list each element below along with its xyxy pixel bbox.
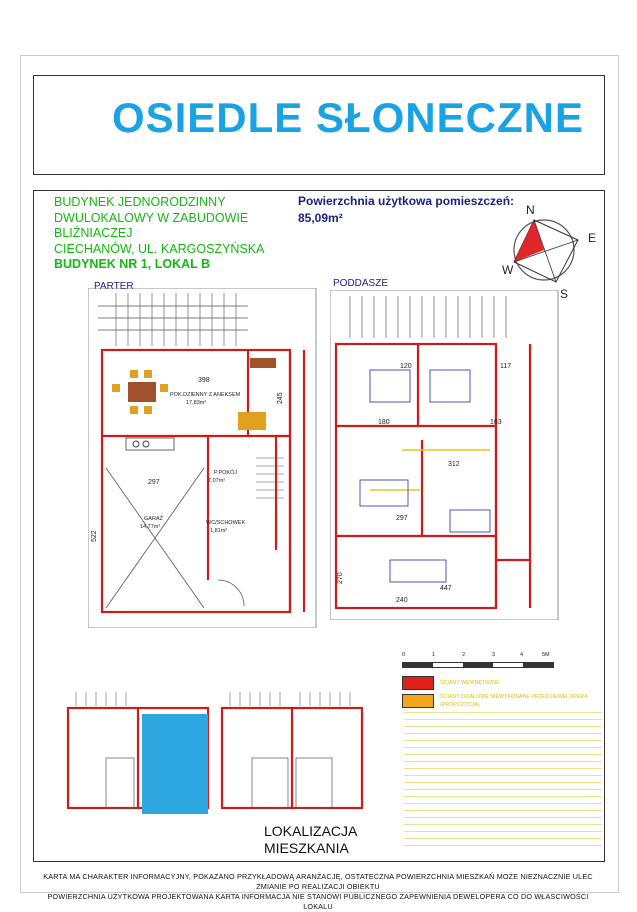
building-line-3: BLIŹNIACZEJ — [54, 226, 133, 240]
dim-117: 117 — [500, 363, 512, 370]
dim-163: 163 — [490, 419, 502, 426]
location-label-line1: LOKALIZACJA — [264, 823, 358, 839]
scale-tick-5: 5M — [542, 652, 550, 658]
dim-180: 180 — [378, 419, 390, 426]
compass-n: N — [526, 203, 535, 217]
attic-plan — [330, 290, 562, 620]
legend-yellow-swatch — [402, 694, 434, 708]
dim-120: 120 — [400, 363, 412, 370]
parter-label: PARTER — [94, 281, 134, 292]
footer-line2: POWIERZCHNIA UŻYTKOWA PROJEKTOWANA KARTA INFORMACJA NIE STANOWI PUBLICZNEGO ZAPEWNIENIA DEWELOPERA CO DO WŁASCIWOŚCI LOKALU — [47, 892, 589, 911]
location-label-line2: MIESZKANIA — [264, 840, 349, 856]
building-line-5: BUDYNEK NR 1, LOKAL B — [54, 257, 211, 271]
dim-270: 270 — [337, 572, 344, 584]
scale-tick-4: 4 — [520, 652, 524, 658]
dim-245: 245 — [277, 392, 284, 404]
compass-e: E — [588, 231, 597, 245]
dim-522: 522 — [91, 530, 98, 542]
legend-yellow-label: ŚCIANY DZIAŁOWE NIEWYKONANE PRZEZ DEWELOPERA (PROPOZYCJA) — [440, 694, 588, 708]
room-living: POK.DZIENNY Z ANEKSEM — [170, 392, 241, 398]
building-info — [54, 195, 264, 273]
room-garage: GARAŻ — [144, 516, 163, 522]
dim-297: 297 — [148, 479, 160, 486]
dim-297-attic: 297 — [396, 515, 408, 522]
footer-disclaimer — [33, 872, 603, 912]
title-banner — [33, 75, 605, 175]
ground-floor-plan — [88, 288, 328, 628]
poddasze-label: PODDASZE — [333, 278, 389, 289]
room-garage-area: 14,77m² — [140, 524, 161, 530]
scale-tick-2: 2 — [462, 652, 466, 658]
scale-tick-3: 3 — [492, 652, 496, 658]
location-label — [264, 823, 357, 857]
legend-red-label: ŚCIANY WEWNĘTRZNE — [440, 680, 500, 686]
usable-area-value: 85,09m² — [298, 211, 343, 225]
compass-s: S — [560, 287, 569, 301]
footer-line1: KARTA MA CHARAKTER INFORMACYJNY, POKAZANO PRZYKŁADOWĄ ARANŻACJĘ, OSTATECZNA POWIERZCHNIA MIESZKAŃ MOŻE NIEZNACZNIE ULEC ZMIANIE PO REALIZACJI OBIEKTU — [43, 872, 593, 891]
usable-area — [298, 194, 514, 225]
dim-447: 447 — [440, 585, 452, 592]
room-bath: WC/SCHOWEK — [206, 520, 246, 526]
dim-398: 398 — [198, 377, 210, 384]
notes-block — [404, 712, 602, 852]
location-plan — [66, 688, 366, 818]
building-line-1: BUDYNEK JEDNORODZINNY — [54, 195, 226, 209]
compass-w: W — [502, 263, 514, 277]
dim-240: 240 — [396, 597, 408, 604]
dim-312: 312 — [448, 461, 460, 468]
room-hall-area: 7,07m² — [208, 478, 226, 484]
building-line-2: DWULOKALOWY W ZABUDOWIE — [54, 210, 249, 225]
building-line-4: CIECHANÓW, UL. KARGOSZYŃSKA — [54, 241, 265, 256]
scale-bar — [402, 652, 552, 670]
scale-tick-0: 0 — [402, 652, 406, 658]
room-living-area: 17,83m² — [186, 400, 207, 406]
room-bath-area: 1,81m² — [210, 528, 228, 534]
legend-red-swatch — [402, 676, 434, 690]
usable-area-label: Powierzchnia użytkowa pomieszczeń: — [298, 194, 515, 208]
project-title: OSIEDLE SŁONECZNE — [111, 94, 584, 141]
room-hall: P.POKÓJ — [214, 470, 238, 476]
scale-tick-1: 1 — [432, 652, 436, 658]
